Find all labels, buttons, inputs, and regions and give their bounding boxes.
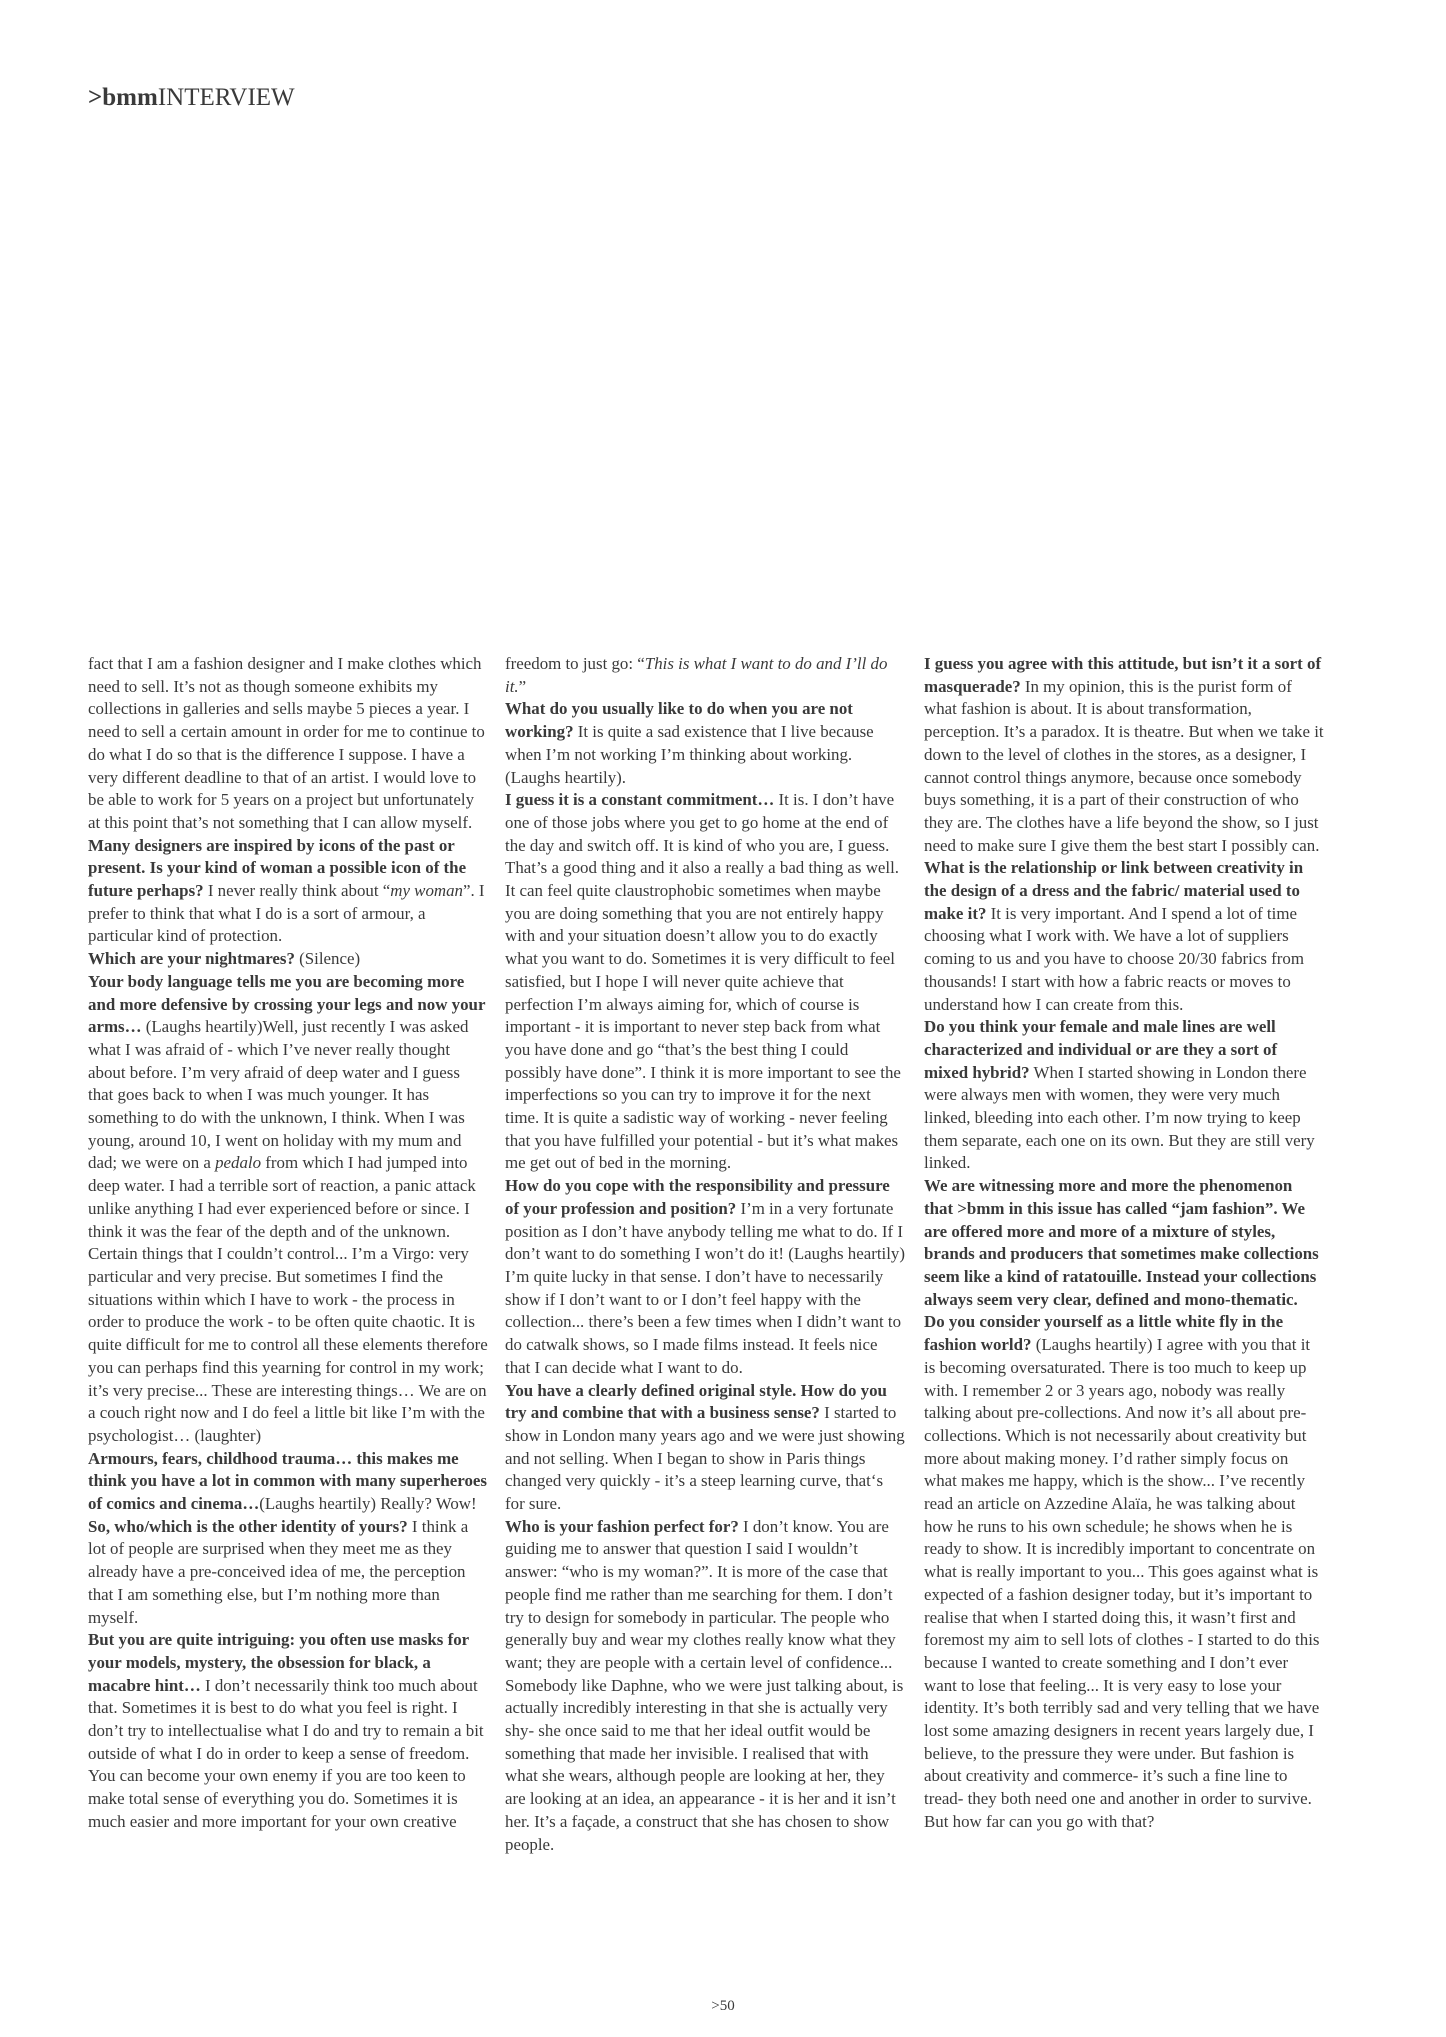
interview-answer: In my opinion, this is the purist form of what fashion is about. It is about transformation, perception. It’s a paradox. It is theatre. But when we take it down to the level of clothes in the stores, as a designer, I cannot control things anymore, because once somebody buys something, it is a part of their construction of who they are. The clothes have a life beyond the show, so I just need to make sure I give them the best start I possibly can. xyxy=(924,676,1324,855)
interview-answer: It is. I don’t have one of those jobs where you get to go home at the end of the day and switch off. It is kind of who you are, I guess. That’s a good thing and it also a really a bad thing as well. It can feel quite claustrophobic sometimes when maybe you are doing something that you are not entirely happy with and your situation doesn’t allow you to do exactly what you want to do. Sometimes it is very difficult to feel satisfied, but I hope I will never quite achieve that perfection I’m always aiming for, which of course is important - it is important to never step back from what you have done and go “that’s the best thing I could possibly have done”. I think it is more important to see the imperfections so you can try to improve it for the next time. It is quite a sadistic way of working - never feeling that you have fulfilled your potential - but it’s what makes me get out of bed in the morning. xyxy=(505,790,901,1173)
interview-answer: I don’t necessarily think too much about that. Sometimes it is best to do what you feel is right. I don’t try to intellectualise what I do and try to remain a bit outside of what I do in order to keep a sense of freedom. You can become your own enemy if you are too keen to make total sense of everything you do. Sometimes it is much easier and more important for your own creative xyxy=(88,1675,484,1831)
paragraph xyxy=(88,971,488,1448)
interview-question: How do you cope with the responsibility and pressure of your profession and position? xyxy=(505,1176,890,1218)
paragraph xyxy=(924,1311,1324,1833)
interview-answer: I started to show in London many years ago and we were just showing and not selling. When I began to show in Paris things changed very quickly - it’s a steep learning curve, that‘s for sure. xyxy=(505,1403,905,1514)
section-header xyxy=(88,84,295,112)
interview-question: What is the relationship or link between creativity in the design of a dress and the fabric/ material used to make it? xyxy=(924,858,1304,923)
column-3 xyxy=(924,653,1324,1834)
interview-question: What do you usually like to do when you are not working? xyxy=(505,699,853,742)
emphasis-text: pedalo xyxy=(215,1153,262,1173)
column-1 xyxy=(88,653,488,1834)
paragraph xyxy=(88,948,488,971)
paragraph xyxy=(88,835,488,949)
paragraph xyxy=(88,653,488,835)
interview-answer: (Laughs heartily)Well, just recently I was asked what I was afraid of - which I’ve never really thought about before. I’m very afraid of deep water and I guess that goes back to when I was much younger. It has something to do with the unknown, I think. When I was young, around 10, I went on holiday with my mum and dad; we were on a xyxy=(88,1017,469,1173)
interview-answer: When I started showing in London there were always men with women, they were very much linked, bleeding into each other. I’m now trying to keep them separate, each one on its own. But they are still very linked. xyxy=(924,1062,1315,1173)
paragraph-text: ” xyxy=(518,676,527,696)
column-2 xyxy=(505,653,905,1856)
emphasis-text: my woman xyxy=(390,881,463,901)
interview-answer: from which I had jumped into deep water. I had a terrible sort of reaction, a panic attack unlike anything I had ever experienced before or since. I think it was the fear of the depth and of the unknown. Certain things that I couldn’t control... I’m a Virgo: very particular and very precise. But sometimes I find the situations within which I have to work - the process in order to produce the work - to be often quite chaotic. It is quite difficult for me to control all these elements therefore you can perhaps find this yearning for control in my work; it’s very precise... These are interesting things… We are on a couch right now and I do feel a little bit like I’m with the psychologist… (laughter) xyxy=(88,1153,488,1445)
interview-question: But you are quite intriguing: you often use masks for your models, mystery, the obsession for black, a macabre hint… xyxy=(88,1630,469,1695)
paragraph xyxy=(924,1016,1324,1175)
interview-question: Many designers are inspired by icons of the past or present. Is your kind of woman a possible icon of the future perhaps? xyxy=(88,835,467,901)
interview-question: So, who/which is the other identity of yours? xyxy=(88,1516,408,1536)
article-body xyxy=(88,653,1378,1973)
paragraph xyxy=(505,698,905,789)
paragraph xyxy=(924,653,1324,857)
interview-answer: ”. I prefer to think that what I do is a sort of armour, a particular kind of protection. xyxy=(88,881,485,946)
page-number: >50 xyxy=(711,1998,735,2014)
brand-name: >bmm xyxy=(88,84,158,111)
interview-question: Do you think your female and male lines are well characterized and individual or are they a sort of mixed hybrid? xyxy=(924,1017,1278,1082)
emphasis-text: This is what I want to do and I’ll do it. xyxy=(505,654,888,696)
interview-question: I guess it is a constant commitment… xyxy=(505,790,775,810)
interview-question: I guess you agree with this attitude, but isn’t it a sort of masquerade? xyxy=(924,654,1322,696)
paragraph xyxy=(505,789,905,1175)
paragraph xyxy=(88,1516,488,1630)
paragraph xyxy=(88,1629,488,1833)
interview-answer: I’m in a very fortunate position as I don’t have anybody telling me what to do. If I don’t want to do something I won’t do it! (Laughs heartily) I’m quite lucky in that sense. I don’t have to necessarily show if I don’t want to or I don’t feel happy with the collection... there’s been a few times when I didn’t want to do catwalk shows, so I made films instead. It feels nice that I can decide what I want to do. xyxy=(505,1198,905,1377)
paragraph xyxy=(505,653,905,698)
paragraph xyxy=(505,1175,905,1379)
interview-answer: It is very important. And I spend a lot of time choosing what I work with. We have a lot of suppliers coming to us and you have to choose 20/30 fabrics from thousands! I start with how a fabric reacts or moves to understand how I can create from this. xyxy=(924,903,1304,1014)
interview-question: Armours, fears, childhood trauma… this makes me think you have a lot in common with many superheroes of comics and cinema… xyxy=(88,1448,487,1514)
interview-answer: (Silence) xyxy=(294,949,361,969)
paragraph-text: fact that I am a fashion designer and I make clothes which need to sell. It’s not as though someone exhibits my collections in galleries and sells maybe 5 pieces a year. I need to sell a certain amount in order for me to continue to do what I do so that is the difference I suppose. I have a very different deadline to that of an artist. I would love to be able to work for 5 years on a project but unfortunately at this point that’s not something that I can allow myself. xyxy=(88,654,485,832)
paragraph xyxy=(88,1448,488,1516)
paragraph xyxy=(924,857,1324,1016)
paragraph-text: freedom to just go: “ xyxy=(505,654,645,673)
interview-answer: I never really think about “ xyxy=(203,881,391,901)
interview-question: We are witnessing more and more the phenomenon that >bmm in this issue has called “jam fashion”. We are offered more and more of a mixture of styles, brands and producers that sometimes make collections seem like a kind of ratatouille. Instead your collections always seem very clear, defined and mono-thematic. xyxy=(924,1176,1319,1309)
section-title: INTERVIEW xyxy=(157,84,295,111)
paragraph xyxy=(924,1175,1324,1311)
interview-question: You have a clearly defined original style. How do you try and combine that with a business sense? xyxy=(505,1380,887,1423)
interview-question: Which are your nightmares? xyxy=(88,949,295,969)
interview-question: Do you consider yourself as a little white fly in the fashion world? xyxy=(924,1312,1284,1355)
interview-question: Who is your fashion perfect for? xyxy=(505,1516,739,1536)
interview-answer: (Laughs heartily) I agree with you that it is becoming oversaturated. There is too much to keep up with. I remember 2 or 3 years ago, nobody was really talking about pre-collections. And now it’s all about pre-collections. Which is not necessarily about creativity but more about making money. I’d rather simply focus on what makes me happy, which is the show... I’ve recently read an article on Azzedine Alaïa, he was talking about how he runs to his own schedule; he shows when he is ready to show. It is incredibly important to concentrate on what is really important to you... This goes against what is expected of a fashion designer today, but it’s important to realise that when I started doing this, it wasn’t first and foremost my aim to sell lots of clothes - I started to do this because I wanted to create something and I don’t ever want to lose that feeling... It is very easy to lose your identity. It’s both terribly sad and very telling that we have lost some amazing designers in recent years largely due, I believe, to the pressure they were under. But fashion is about creativity and commerce- it’s such a fine line to tread- they both need one and another in order to survive. But how far can you go with that? xyxy=(924,1335,1320,1831)
paragraph xyxy=(505,1516,905,1857)
interview-answer: I think a lot of people are surprised when they meet me as they already have a pre-conceived idea of me, the perception that I am something else, but I’m nothing more than myself. xyxy=(88,1516,469,1627)
interview-answer: (Laughs heartily) Really? Wow! xyxy=(259,1494,477,1514)
interview-answer: I don’t know. You are guiding me to answer that question I said I wouldn’t answer: “who is my woman?”. It is more of the case that people find me rather than me searching for them. I don’t try to design for somebody in particular. The people who generally buy and wear my clothes really know what they want; they are people with a certain level of confidence... Somebody like Daphne, who we were just talking about, is actually incredibly interesting in that she is actually very shy- she once said to me that her ideal outfit would be something that made her invisible. I realised that with what she wears, although people are looking at her, they are looking at an idea, an appearance - it is her and it isn’t her. It’s a façade, a construct that she has chosen to show people. xyxy=(505,1516,904,1854)
paragraph xyxy=(505,1380,905,1516)
interview-question: Your body language tells me you are becoming more and more defensive by crossing your legs and now your arms… xyxy=(88,971,486,1037)
interview-answer: It is quite a sad existence that I live because when I’m not working I’m thinking about working. (Laughs heartily). xyxy=(505,722,874,787)
